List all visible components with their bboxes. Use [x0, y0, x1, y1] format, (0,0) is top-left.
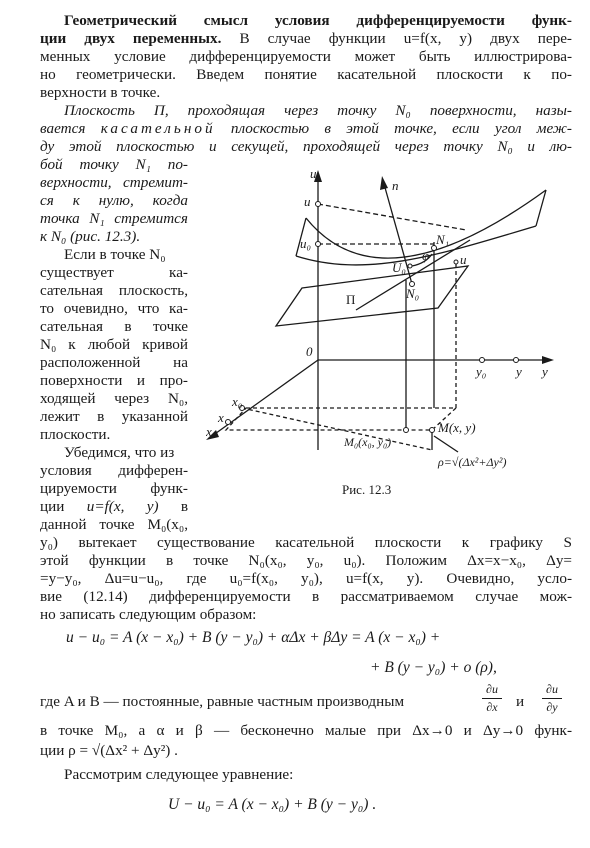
partial-u-x	[482, 682, 502, 715]
partial-u-x-den: ∂x	[486, 700, 498, 714]
para2-line-2	[40, 264, 188, 282]
formula-2: U − u₀ = A (x − x₀) + B (y − y₀) .	[168, 796, 377, 813]
definition-line-8: к N₀ (рис. 12.3).	[40, 228, 141, 245]
base-rectangle	[226, 408, 456, 430]
point-U0	[408, 264, 412, 268]
label-N1: N₁	[436, 232, 450, 247]
partial-u-y-den: ∂y	[546, 700, 558, 714]
para3-line-7: этой функции в точке N₀(x₀, y₀, u₀). Положим Δx=x−x₀, Δy=	[40, 552, 572, 569]
label-U0: U₀	[392, 260, 406, 275]
label-y: y	[516, 364, 522, 379]
para2-line-9: ходящей через N₀,	[40, 390, 188, 407]
point-y0	[480, 358, 485, 363]
partial-u-y	[542, 682, 562, 715]
point-u	[316, 202, 321, 207]
para2-line-3: сательная плоскость,	[40, 282, 188, 299]
label-N0: N₀	[406, 286, 420, 301]
label-y0: y₀	[476, 364, 487, 379]
para2-line-7: расположенной на	[40, 354, 188, 371]
label-rho: ρ=√(Δx²+Δy²)	[438, 455, 507, 469]
para5-line-1: Рассмотрим следующее уравнение:	[64, 766, 294, 783]
heading-line-2: ции двух переменных.	[40, 30, 222, 47]
para4-line-1	[40, 693, 460, 711]
definition-line-1: Плоскость Π, проходящая через точку N₀ поверхности, назы-	[64, 102, 572, 119]
partial-u-y-num: ∂u	[546, 682, 558, 696]
para3-line-8: =y−y₀, Δu=u−u₀, где u₀=f(x₀, y₀), u=f(x, y). Очевидно, усло-	[40, 570, 572, 587]
para3-line-4-a: ции	[40, 498, 65, 515]
label-u0: u₀	[300, 236, 312, 251]
para2-line-11: плоскости.	[40, 426, 111, 443]
para3-line-6: y₀) вытекает существование касательной плоскости к графику S	[40, 534, 572, 551]
label-x0: x₀	[232, 394, 243, 409]
label-u-axis: u	[310, 166, 317, 181]
para2-line-2-a: существует	[40, 264, 114, 281]
rho-segment	[434, 436, 458, 452]
para2-line-10: лежит в указанной	[40, 408, 188, 425]
definition-word-1: вается	[40, 120, 86, 137]
point-y	[514, 358, 519, 363]
para2-line-5: сательная в точке	[40, 318, 188, 335]
definition-line-6: ся к нулю, когда	[40, 192, 188, 209]
label-y-axis: y	[542, 364, 548, 379]
para3-line-10: но записать следующим образом:	[40, 606, 257, 623]
para2-line-4: то очевидно, что ка-	[40, 300, 188, 317]
label-u-right: u	[460, 252, 467, 267]
para2-line-8: поверхности и про-	[40, 372, 188, 389]
tangent-plane	[276, 266, 468, 326]
definition-line-2	[40, 120, 572, 138]
fraction-bar	[482, 698, 502, 699]
label-x-axis: x	[206, 424, 212, 439]
para3-line-1: Убедимся, что из	[64, 444, 175, 461]
para4-line-3: ции ρ = √(Δx² + Δy²) .	[40, 742, 178, 759]
partial-u-x-num: ∂u	[486, 682, 498, 696]
point-u-right	[454, 260, 458, 264]
para3-line-3: цируемости функ-	[40, 480, 188, 497]
arrow-right-icon	[542, 356, 554, 364]
heading-line-1: Геометрический смысл условия дифференцируемости функ-	[64, 12, 572, 29]
figure-caption: Рис. 12.3	[342, 482, 392, 497]
para2-line-2-b: ка-	[169, 264, 188, 281]
definition-line-5: верхности, стремит-	[40, 174, 188, 191]
arrow-normal-icon	[380, 176, 388, 190]
formula-1-line-2: + B (y − y₀) + o (ρ),	[370, 659, 497, 676]
para3-line-2: условия дифферен-	[40, 462, 188, 479]
point-M0	[404, 428, 409, 433]
label-x: x	[218, 410, 224, 425]
label-M0: M₀(x₀, y₀)	[344, 435, 392, 449]
label-M: M(x, y)	[438, 420, 476, 435]
label-u: u	[304, 194, 311, 209]
para4-line-1-a: где A и B — постоянные, равные частным производным	[40, 693, 405, 710]
para3-line-4-c: в	[180, 498, 188, 515]
para2-line-6: N₀ к любой кривой	[40, 336, 188, 353]
definition-line-4: бой точку N₁ по-	[40, 156, 188, 173]
point-M	[430, 428, 435, 433]
guide-dashed	[318, 204, 466, 230]
para3-line-4	[40, 498, 188, 516]
formula-1-line-1: u − u₀ = A (x − x₀) + B (y − y₀) + αΔx + βΔy = A (x − x₀) +	[66, 629, 441, 646]
definition-line-3: ду этой плоскостью и секущей, проходящей через точку N₀ и лю-	[40, 138, 572, 155]
label-phi: φ	[422, 248, 430, 263]
figure-12-3	[206, 160, 566, 480]
definition-line-2-rest: плоскостью в этой точке, если угол меж-	[230, 120, 572, 137]
label-Pi: Π	[346, 292, 356, 307]
para2-line-1: Если в точке N₀	[64, 246, 166, 263]
para1-line-3: менных условие дифференцируемости может быть иллюстрирова-	[40, 48, 572, 65]
para1-line-4: но геометрически. Введем понятие касательной плоскости к по-	[40, 66, 572, 83]
para1-line-2	[40, 30, 572, 48]
para3-line-5: данной точке M₀(x₀,	[40, 516, 188, 533]
definition-term: касательной	[100, 120, 216, 137]
para1-line-5: верхности в точке.	[40, 84, 161, 101]
para3-line-4-func: u=f(x, y)	[86, 498, 159, 515]
label-O: 0	[306, 344, 313, 359]
para4-line-1-and: и	[516, 693, 525, 710]
label-n: n	[392, 178, 399, 193]
point-u0	[316, 242, 321, 247]
para1-line-2-rest: В случае функции u=f(x, y) двух пере-	[239, 30, 572, 47]
surface	[296, 226, 536, 265]
fraction-bar	[542, 698, 562, 699]
point-x	[226, 420, 231, 425]
para4-line-2: в точке M₀, а α и β — бесконечно малые при Δx→0 и Δy→0 функ-	[40, 722, 572, 739]
para3-line-9: вие (12.14) дифференцируемости в рассматриваемом случае мож-	[40, 588, 572, 605]
definition-line-7: точка N₁ стремится	[40, 210, 188, 227]
